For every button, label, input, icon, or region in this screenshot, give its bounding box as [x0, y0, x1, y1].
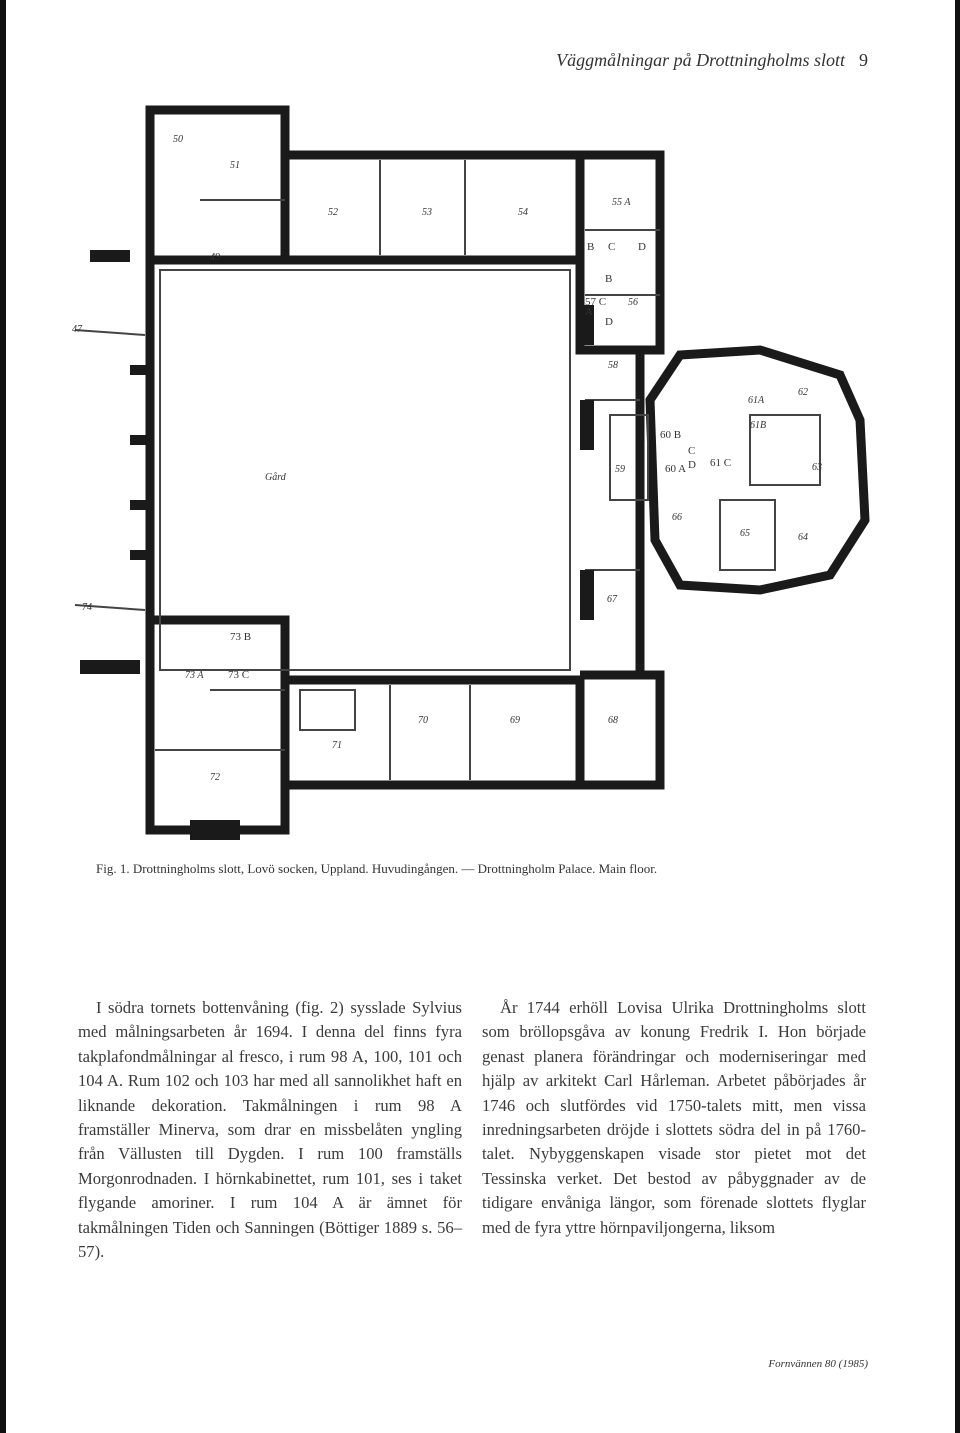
room-label: 62	[798, 387, 808, 398]
room-label: 66	[672, 512, 682, 523]
paragraph: I södra tornets bottenvåning (fig. 2) sysslade Sylvius med målningsarbeten år 1694. I denna del finns fyra takplafondmålningar al fresco, i rum 98 A, 100, 101 och 104 A. Rum 102 och 103 har med all sannolikhet haft en liknande dekoration. Takmålningen i rum 98 A framställer Minerva, som drar en missbelåten yngling från Vällusten till Dygden. I rum 100 framställs Morgonrodnaden. I hörnkabinettet, rum 101, ses i taket flygande amoriner. I rum 104 A är ämnet för takmålningen Tiden och Sanningen (Böttiger 1889 s. 56–57).	[78, 998, 462, 1262]
room-label: 61A	[748, 395, 765, 406]
room-label: D	[605, 316, 613, 328]
room-label: 58	[608, 360, 618, 371]
page-number: 9	[859, 50, 868, 70]
room-label: 47	[72, 324, 82, 335]
room-label: 53	[422, 207, 432, 218]
room-label: 54	[518, 207, 528, 218]
room-labels	[72, 134, 822, 783]
room-label: B	[605, 273, 613, 285]
room-label: B	[587, 241, 595, 253]
room-label: 69	[510, 715, 520, 726]
plan-buttresses	[80, 250, 594, 840]
room-label: D	[688, 459, 696, 471]
room-label: 60 A	[665, 463, 687, 475]
room-label: 68	[608, 715, 618, 726]
plan-inner-lines	[75, 160, 820, 780]
room-label: 57 C	[585, 296, 607, 308]
room-label: 71	[332, 740, 342, 751]
room-label: 72	[210, 772, 220, 783]
room-label: 52	[328, 207, 338, 218]
room-label: 74	[82, 602, 92, 613]
room-label: 70	[418, 715, 428, 726]
room-label: Gård	[265, 472, 286, 483]
body-column-left	[78, 996, 462, 1264]
room-label: 61 C	[710, 457, 732, 469]
floor-plan	[60, 100, 880, 860]
room-label: A	[585, 306, 593, 318]
journal-footer: Fornvännen 80 (1985)	[768, 1358, 868, 1370]
room-label: 64	[798, 532, 808, 543]
room-label: 59	[615, 464, 625, 475]
plan-walls	[150, 110, 865, 830]
room-label: 55 A	[612, 197, 631, 208]
room-label: 56	[628, 297, 638, 308]
room-label: D	[638, 241, 646, 253]
figure-caption: Fig. 1. Drottningholms slott, Lovö socken, Uppland. Huvudingången. — Drottningholm Palace. Main floor.	[96, 861, 658, 876]
room-label: 50	[173, 134, 183, 145]
room-label: 61B	[750, 420, 767, 431]
room-label: 73 C	[228, 669, 250, 681]
room-label: 51	[230, 160, 240, 171]
room-label: 60 B	[660, 429, 682, 441]
room-label: C	[688, 445, 696, 457]
room-label: C	[608, 241, 616, 253]
running-head-title: Väggmålningar på Drottningholms slott	[556, 50, 845, 70]
room-label: 73 A	[185, 670, 204, 681]
room-label: 65	[740, 528, 750, 539]
room-label: 67	[607, 594, 617, 605]
body-column-right	[482, 996, 866, 1240]
room-label: 49	[210, 252, 220, 263]
room-label: 63	[812, 462, 822, 473]
room-label: 73 B	[230, 631, 252, 643]
running-head	[556, 50, 868, 71]
paragraph: År 1744 erhöll Lovisa Ulrika Drottningholms slott som bröllopsgåva av konung Fredrik I. Hon började genast planera förändringar och moderniseringar med hjälp av arkitekt Carl Hårleman. Arbetet påbörjades år 1746 och slutfördes vid 1750-talets mitt, men vissa inredningsarbeten dröjde i slottets södra del in på 1760-talet. Nybyggenskapen visade stor pietet mot det Tessinska verket. Det bestod av påbyggnader av de tidigare envåniga längor, som förenade slottets flyglar med de fyra yttre hörnpaviljongerna, liksom	[482, 998, 866, 1237]
